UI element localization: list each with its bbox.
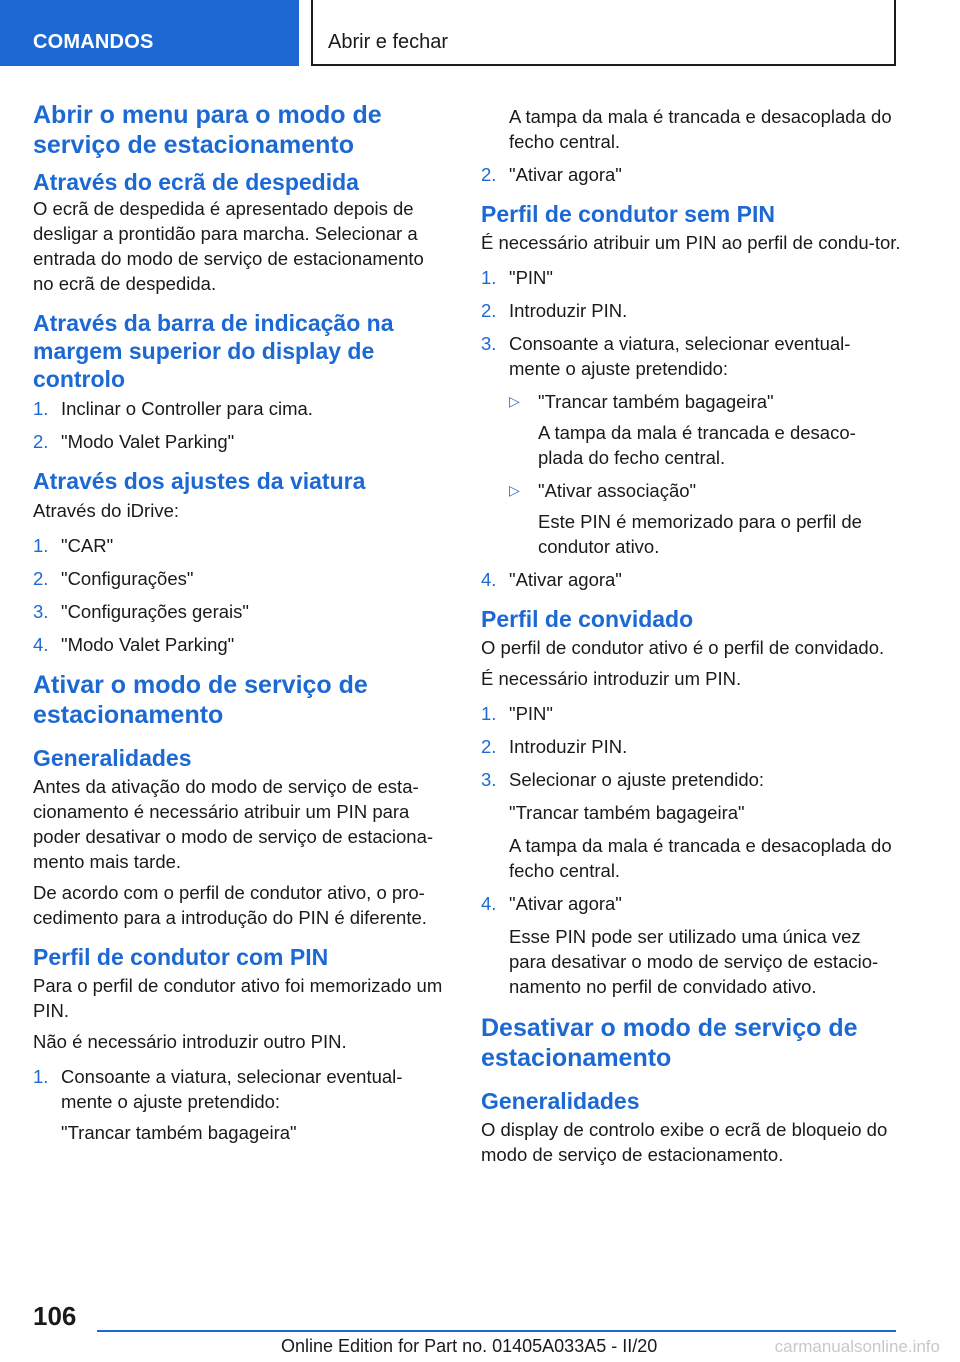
list-number: 2.: [33, 431, 49, 452]
heading-without-pin: Perfil de condutor sem PIN: [481, 201, 775, 227]
list-item-continuation: [481, 924, 901, 999]
heading-activate: Ativar o modo de serviço de estacionamento: [33, 671, 368, 729]
heading-open-menu: Abrir o menu para o modo de serviço de estacionamento: [33, 101, 382, 159]
paragraph-idrive: Através do iDrive:: [33, 500, 179, 521]
paragraph-guest-2: É necessário introduzir um PIN.: [481, 668, 742, 689]
paragraph-guest-1: O perfil de condutor ativo é o perfil de convidado.: [481, 637, 885, 658]
list-number: 3.: [481, 769, 497, 790]
paragraph-without-pin: É necessário atribuir um PIN ao perfil de condu-tor.: [481, 232, 901, 253]
sub-list-text: A tampa da mala é trancada e desaco-plada do fecho central.: [538, 422, 856, 468]
heading-deactivate: Desativar o modo de serviço de estacionamento: [481, 1014, 858, 1072]
page-number: 106: [33, 1301, 77, 1331]
list-item: [33, 396, 445, 421]
list-text: "Ativar agora": [509, 164, 622, 185]
paragraph-with-pin-2: Não é necessário introduzir outro PIN.: [33, 1031, 347, 1052]
list-text: Introduzir PIN.: [509, 736, 628, 757]
paragraph-general-2: De acordo com o perfil de condutor ativo, o pro-cedimento para a introdução do PIN é diferente.: [33, 882, 427, 928]
list-number: 4.: [481, 569, 497, 590]
list-text: Esse PIN pode ser utilizado uma única vez para desativar o modo de serviço de estacio-namento no perfil de convidado ativo.: [509, 926, 879, 997]
paragraph-with-pin-1: Para o perfil de condutor ativo foi memorizado um PIN.: [33, 975, 443, 1021]
list-text: "Modo Valet Parking": [61, 634, 235, 655]
heading-general-right: Generalidades: [481, 1088, 640, 1114]
sub-list-text: Este PIN é memorizado para o perfil de condutor ativo.: [538, 511, 862, 557]
list-item: [481, 891, 901, 916]
list-number: 1.: [33, 535, 49, 556]
list-number: 4.: [481, 893, 497, 914]
list-item: [33, 599, 445, 624]
list-item-continuation: [481, 833, 901, 883]
list-item: [481, 162, 901, 187]
list-item: [33, 566, 445, 591]
list-number: 4.: [33, 634, 49, 655]
list-text: "Trancar também bagageira": [509, 802, 745, 823]
list-text: "Trancar também bagageira": [61, 1122, 297, 1143]
list-number: 1.: [33, 398, 49, 419]
list-text: Inclinar o Controller para cima.: [61, 398, 313, 419]
list-number: 1.: [481, 703, 497, 724]
list-item: [481, 567, 901, 592]
list-item-continuation: [33, 1120, 445, 1145]
list-text: A tampa da mala é trancada e desacoplada do fecho central.: [509, 106, 892, 152]
list-text: "Configurações": [61, 568, 194, 589]
list-text: "Ativar agora": [509, 893, 622, 914]
triangle-bullet-icon: ▷: [509, 393, 520, 409]
page-header: [0, 0, 960, 66]
paragraph-deactivate: O display de controlo exibe o ecrã de bloqueio do modo de serviço de estacionamento.: [481, 1119, 888, 1165]
list-text: "PIN": [509, 703, 553, 724]
right-column: [481, 104, 901, 1167]
list-item: [481, 767, 901, 792]
watermark: carmanualsonline.info: [774, 1337, 940, 1356]
triangle-bullet-icon: ▷: [509, 482, 520, 498]
list-text: Introduzir PIN.: [509, 300, 628, 321]
topic-title: Abrir e fechar: [311, 0, 896, 66]
sub-list-title: "Ativar associação": [538, 480, 697, 501]
list-item: [481, 298, 901, 323]
heading-vehicle-settings: Através dos ajustes da viatura: [33, 468, 366, 494]
list-number: 3.: [33, 601, 49, 622]
list-text: Consoante a viatura, selecionar eventual-mente o ajuste pretendido:: [509, 333, 851, 379]
list-number: 1.: [33, 1066, 49, 1087]
list-item: [481, 265, 901, 290]
list-text: "Configurações gerais": [61, 601, 249, 622]
list-number: 2.: [481, 736, 497, 757]
heading-indicator-bar: Através da barra de indicação na margem superior do display de controlo: [33, 310, 394, 392]
sub-list-desc: [481, 420, 901, 470]
list-item: [33, 429, 445, 454]
list-item: [481, 734, 901, 759]
footer-divider: [97, 1330, 896, 1332]
left-column: [33, 100, 445, 1145]
list-number: 1.: [481, 267, 497, 288]
list-number: 3.: [481, 333, 497, 354]
sub-list-item: [481, 389, 901, 414]
sub-list-title: "Trancar também bagageira": [538, 391, 774, 412]
section-tab: COMANDOS: [0, 0, 299, 66]
sub-list-desc: [481, 509, 901, 559]
heading-goodbye-screen: Através do ecrã de despedida: [33, 169, 359, 195]
heading-guest-profile: Perfil de convidado: [481, 606, 694, 632]
heading-general: Generalidades: [33, 745, 192, 771]
list-item: [481, 701, 901, 726]
list-item-continuation: [481, 800, 901, 825]
list-item: [33, 533, 445, 558]
list-item: [481, 331, 901, 381]
list-item: [33, 632, 445, 657]
sub-list-item: [481, 478, 901, 503]
heading-with-pin: Perfil de condutor com PIN: [33, 944, 329, 970]
edition-note: Online Edition for Part no. 01405A033A5 - II/20: [281, 1336, 658, 1356]
list-item: [33, 1064, 445, 1114]
list-text: "Modo Valet Parking": [61, 431, 235, 452]
list-number: 2.: [481, 300, 497, 321]
list-number: 2.: [33, 568, 49, 589]
list-item-continuation: [481, 104, 901, 154]
paragraph-general-1: Antes da ativação do modo de serviço de esta-cionamento é necessário atribuir um PIN para poder desativar o modo de serviço de estaciona-mento mais tarde.: [33, 776, 434, 872]
list-number: 2.: [481, 164, 497, 185]
list-text: Consoante a viatura, selecionar eventual-mente o ajuste pretendido:: [61, 1066, 403, 1112]
list-text: "Ativar agora": [509, 569, 622, 590]
list-text: Selecionar o ajuste pretendido:: [509, 769, 765, 790]
list-text: A tampa da mala é trancada e desacoplada do fecho central.: [509, 835, 892, 881]
list-text: "CAR": [61, 535, 114, 556]
list-text: "PIN": [509, 267, 553, 288]
paragraph-goodbye: O ecrã de despedida é apresentado depois de desligar a prontidão para marcha. Selecionar a entrada do modo de serviço de estacionamento no ecrã de despedida.: [33, 198, 424, 294]
